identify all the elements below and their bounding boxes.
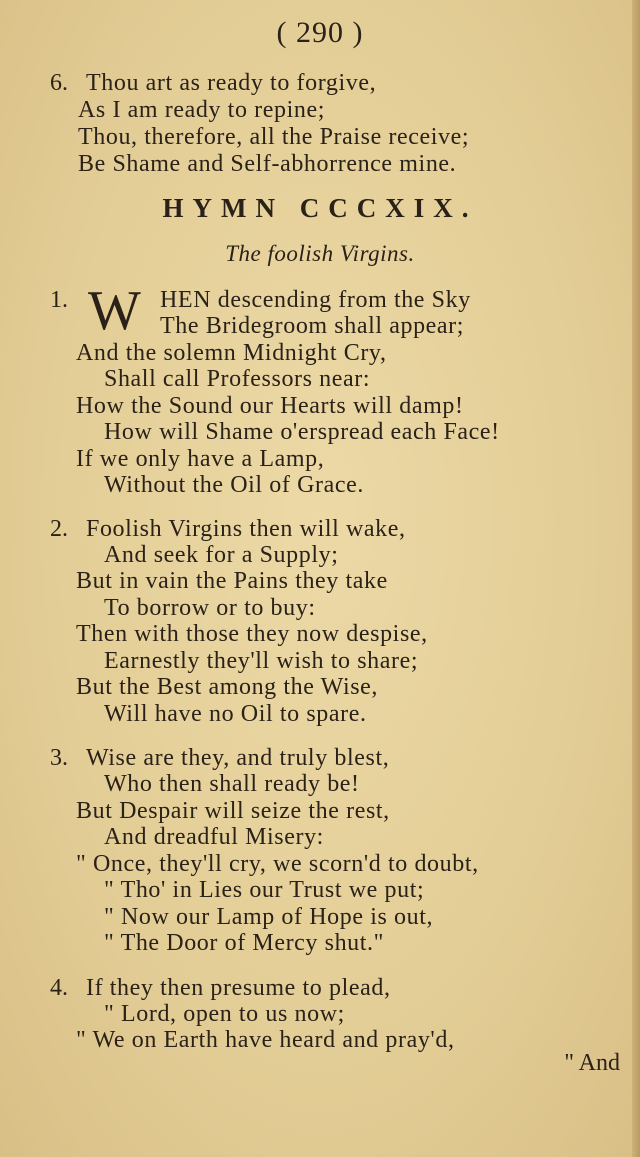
page-edge xyxy=(632,0,640,1157)
stanza-number: 1. xyxy=(50,287,68,313)
stanza-line: If they then presume to plead, xyxy=(86,975,391,1001)
stanza-line: " The Door of Mercy shut." xyxy=(104,930,385,956)
verse-number: 6. xyxy=(50,70,68,96)
stanza-line: And the solemn Midnight Cry, xyxy=(76,340,387,366)
stanza-line: " Tho' in Lies our Trust we put; xyxy=(104,877,425,903)
stanza-number: 4. xyxy=(50,975,68,1001)
page-number: ( 290 ) xyxy=(276,16,364,49)
hymn-title: HYMN CCCXIX. xyxy=(162,193,478,223)
stanza-number: 2. xyxy=(50,516,68,542)
stanza-line: The Bridegroom shall appear; xyxy=(160,313,465,339)
stanza-line: But the Best among the Wise, xyxy=(76,674,379,700)
stanza-line: And dreadful Misery: xyxy=(104,824,324,850)
stanza-line: How will Shame o'erspread each Face! xyxy=(104,419,500,445)
verse-line: As I am ready to repine; xyxy=(78,97,325,123)
stanza-line: " Once, they'll cry, we scorn'd to doubt, xyxy=(76,851,479,877)
stanza-line: To borrow or to buy: xyxy=(104,595,316,621)
drop-cap: W xyxy=(88,280,141,342)
stanza-line: Will have no Oil to spare. xyxy=(104,701,367,727)
stanza-line: " Now our Lamp of Hope is out, xyxy=(104,904,434,930)
stanza-line: If we only have a Lamp, xyxy=(76,446,325,472)
stanza-line: But Despair will seize the rest, xyxy=(76,798,390,824)
stanza-line: Who then shall ready be! xyxy=(104,771,360,797)
stanza-line: But in vain the Pains they take xyxy=(76,568,388,594)
stanza-line: " We on Earth have heard and pray'd, xyxy=(76,1027,455,1053)
stanza-line: Shall call Professors near: xyxy=(104,366,371,392)
stanza-line: Earnestly they'll wish to share; xyxy=(104,648,419,674)
stanza-line: Then with those they now despise, xyxy=(76,621,428,647)
catchword: " And xyxy=(564,1050,620,1076)
verse-line: Be Shame and Self-abhorrence mine. xyxy=(78,151,457,177)
stanza-line: Without the Oil of Grace. xyxy=(104,472,364,498)
stanza-line: " Lord, open to us now; xyxy=(104,1001,345,1027)
verse-line: Thou art as ready to forgive, xyxy=(86,70,377,96)
stanza-line: How the Sound our Hearts will damp! xyxy=(76,393,464,419)
stanza-line: Wise are they, and truly blest, xyxy=(86,745,390,771)
stanza-line: HEN descending from the Sky xyxy=(160,287,471,313)
stanza-number: 3. xyxy=(50,745,68,771)
stanza-line: And seek for a Supply; xyxy=(104,542,339,568)
hymn-subtitle: The foolish Virgins. xyxy=(225,241,415,266)
stanza-line: Foolish Virgins then will wake, xyxy=(86,516,406,542)
verse-line: Thou, therefore, all the Praise receive; xyxy=(78,124,470,150)
